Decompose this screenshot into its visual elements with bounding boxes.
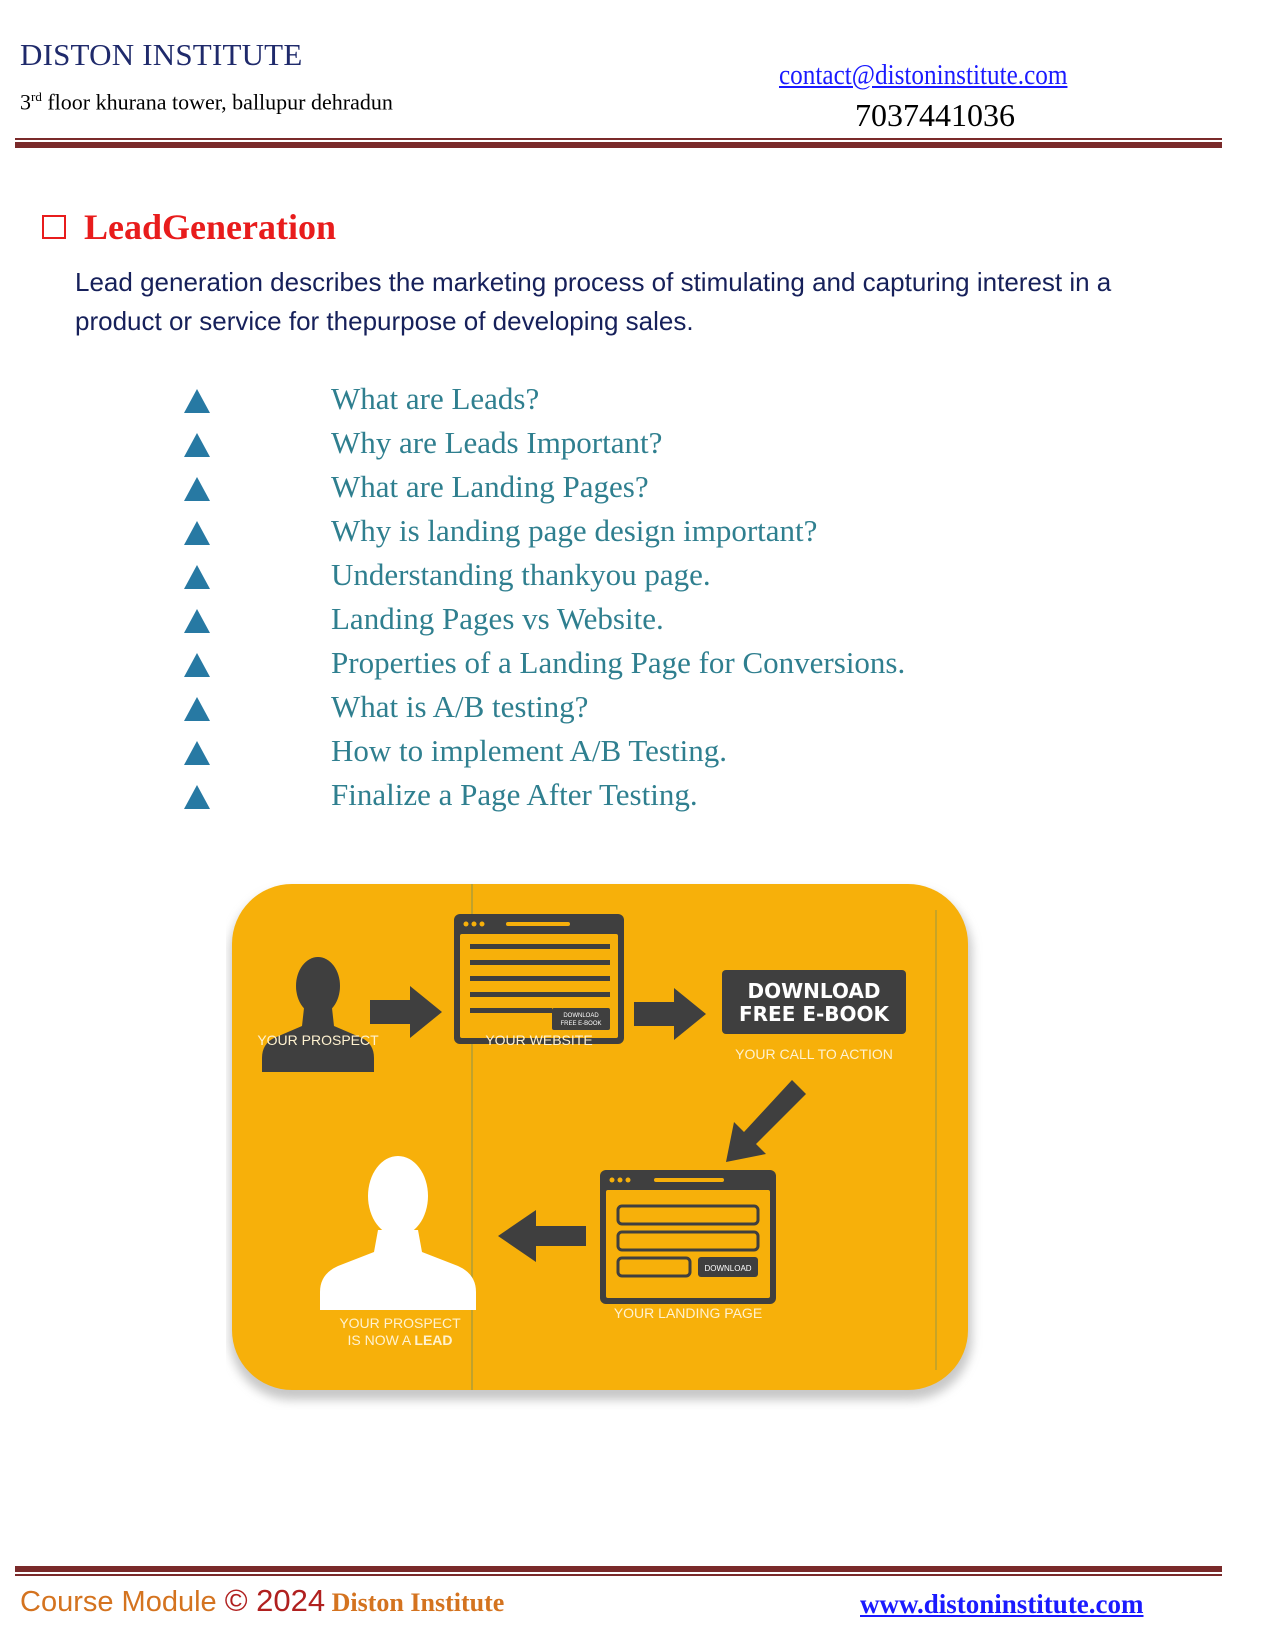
list-item-text: Understanding thankyou page. — [331, 557, 711, 592]
list-item — [0, 647, 1000, 691]
landing-download-button-label: DOWNLOAD — [704, 1264, 752, 1273]
lead-label-line-2 — [347, 1332, 452, 1348]
address-text: floor khurana tower, ballupur dehradun — [41, 89, 393, 115]
list-item-text: What are Landing Pages? — [331, 469, 649, 504]
section-title: LeadGeneration — [84, 207, 336, 247]
section-heading — [42, 206, 336, 248]
triangle-bullet-icon — [184, 785, 210, 809]
lead-funnel-illustration — [226, 880, 986, 1410]
lead-label-prefix: IS NOW A — [347, 1332, 415, 1348]
lead-label-bold: LEAD — [414, 1332, 453, 1348]
triangle-bullet-icon — [184, 521, 210, 545]
list-item — [0, 603, 1000, 647]
list-item — [0, 691, 1000, 735]
mini-download-label: DOWNLOAD — [563, 1013, 599, 1019]
list-item — [0, 427, 1000, 471]
footer-website-link[interactable]: www.distoninstitute.com — [860, 1589, 1144, 1619]
header-divider — [15, 138, 1222, 148]
footer-copyright: © 2024 — [224, 1583, 326, 1618]
list-item — [0, 779, 1000, 823]
list-item — [0, 735, 1000, 779]
footer-course-text: Course Module — [20, 1586, 225, 1618]
triangle-bullet-icon — [184, 565, 210, 589]
list-item-text: What is A/B testing? — [331, 689, 589, 724]
lead-generation-diagram — [226, 880, 986, 1415]
list-item-text: Why is landing page design important? — [331, 513, 818, 548]
list-item-text: Finalize a Page After Testing. — [331, 777, 698, 812]
triangle-bullet-icon — [184, 389, 210, 413]
address-ordinal-suffix: rd — [31, 89, 42, 104]
triangle-bullet-icon — [184, 741, 210, 765]
footer-course-module — [20, 1583, 504, 1619]
list-item — [0, 559, 1000, 603]
list-item — [0, 515, 1000, 559]
cta-line-1: DOWNLOAD — [747, 979, 881, 1003]
list-item-text: How to implement A/B Testing. — [331, 733, 727, 768]
mini-ebook-label: FREE E-BOOK — [560, 1021, 602, 1027]
triangle-bullet-icon — [184, 433, 210, 457]
list-item-text: Properties of a Landing Page for Conversions. — [331, 645, 906, 680]
triangle-bullet-icon — [184, 609, 210, 633]
list-item-text: Why are Leads Important? — [331, 425, 663, 460]
list-item — [0, 471, 1000, 515]
landing-page-browser-icon — [600, 1170, 776, 1304]
cta-line-2: FREE E-BOOK — [738, 1002, 890, 1026]
lead-label-line-1: YOUR PROSPECT — [339, 1315, 461, 1331]
website-label: YOUR WEBSITE — [485, 1032, 593, 1048]
institute-name: DISTON INSTITUTE — [20, 37, 303, 72]
landing-page-label: YOUR LANDING PAGE — [613, 1305, 763, 1321]
triangle-bullet-icon — [184, 477, 210, 501]
footer-divider — [15, 1566, 1222, 1576]
list-item — [0, 383, 1000, 427]
address — [20, 89, 393, 115]
list-item-text: What are Leads? — [331, 381, 540, 416]
triangle-bullet-icon — [184, 697, 210, 721]
contact-phone: 7037441036 — [855, 97, 1015, 133]
checkbox-icon — [42, 215, 66, 239]
list-item-text: Landing Pages vs Website. — [331, 601, 664, 636]
prospect-label: YOUR PROSPECT — [257, 1032, 379, 1048]
intro-paragraph: Lead generation describes the marketing process of stimulating and capturing interest in a product or service for thepurpose of developing sales. — [75, 267, 1112, 336]
address-floor-number: 3 — [20, 89, 31, 115]
cta-label: YOUR CALL TO ACTION — [735, 1046, 893, 1062]
contact-email-link[interactable]: contact@distoninstitute.com — [779, 60, 1068, 91]
footer-institute: Diston Institute — [325, 1588, 505, 1617]
triangle-bullet-icon — [184, 653, 210, 677]
